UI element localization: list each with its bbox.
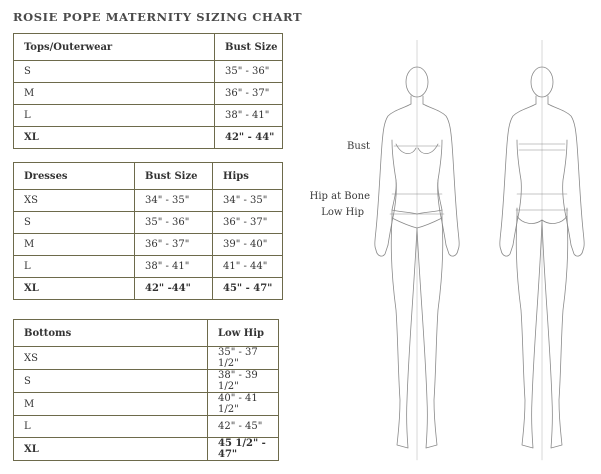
column-header: Low Hip [208,320,279,347]
bust-cell: 38" - 41" [215,105,283,127]
table-row [14,438,279,461]
size-cell: XL [14,127,215,149]
size-cell: M [14,234,135,256]
bust-cell: 36" - 37" [135,234,213,256]
size-cell: XS [14,190,135,212]
size-cell: XL [14,278,135,300]
hips-cell: 45" - 47" [213,278,283,300]
bust-cell: 42" - 44" [215,127,283,149]
table-row [14,347,279,370]
page-title: ROSIE POPE MATERNITY SIZING CHART [13,10,303,24]
hips-cell: 41" - 44" [213,256,283,278]
table-row [14,127,283,149]
column-header: Bust Size [135,163,213,190]
back-figure [500,40,584,460]
low-hip-label: Low Hip [321,207,364,218]
size-cell: XS [14,347,208,370]
size-cell: S [14,370,208,393]
size-cell: S [14,61,215,83]
table-row [14,278,283,300]
size-cell: S [14,212,135,234]
low-hip-cell: 38" - 39 1/2" [208,370,279,393]
table-row [14,416,279,438]
size-cell: L [14,416,208,438]
size-cell: M [14,393,208,416]
tops-table [13,33,283,149]
low-hip-cell: 40" - 41 1/2" [208,393,279,416]
table-row [14,190,283,212]
column-header: Dresses [14,163,135,190]
table-row [14,83,283,105]
table-row [14,370,279,393]
table-header-row [14,320,279,347]
hips-cell: 34" - 35" [213,190,283,212]
low-hip-cell: 45 1/2" - 47" [208,438,279,461]
size-cell: XL [14,438,208,461]
front-figure [375,40,459,460]
body-figure-illustration [370,40,592,464]
bust-cell: 35" - 36" [215,61,283,83]
hip-at-bone-label: Hip at Bone [309,191,370,202]
table-header-row [14,34,283,61]
size-cell: L [14,105,215,127]
low-hip-cell: 42" - 45" [208,416,279,438]
dresses-table [13,162,283,300]
table-row [14,256,283,278]
column-header: Bust Size [215,34,283,61]
table-row [14,234,283,256]
table-row [14,212,283,234]
low-hip-cell: 35" - 37 1/2" [208,347,279,370]
table-row [14,61,283,83]
bust-cell: 34" - 35" [135,190,213,212]
column-header: Tops/Outerwear [14,34,215,61]
bust-cell: 42" -44" [135,278,213,300]
hips-cell: 39" - 40" [213,234,283,256]
table-row [14,393,279,416]
column-header: Bottoms [14,320,208,347]
size-cell: M [14,83,215,105]
bust-cell: 38" - 41" [135,256,213,278]
column-header: Hips [213,163,283,190]
bust-cell: 36" - 37" [215,83,283,105]
table-header-row [14,163,283,190]
bottoms-table [13,319,279,461]
bust-cell: 35" - 36" [135,212,213,234]
size-cell: L [14,256,135,278]
table-row [14,105,283,127]
bust-label: Bust [347,141,370,152]
hips-cell: 36" - 37" [213,212,283,234]
